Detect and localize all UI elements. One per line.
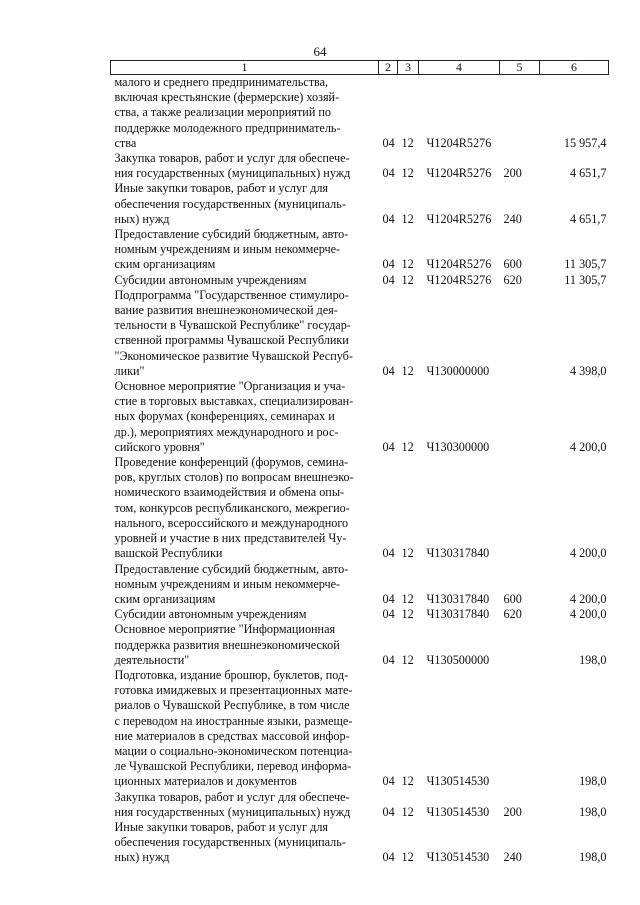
row-name-line: номным учреждениям и иным некоммерче-: [114, 242, 341, 257]
row-target-code-cell: Ч130317840: [426, 591, 490, 606]
row-name-cell: [111, 181, 379, 227]
row-name-line: стие в торговых выставках, специализирован-: [114, 394, 354, 409]
row-subsection-cell: 12: [401, 363, 414, 378]
row-target-code-cell: Ч1204R5276: [426, 272, 492, 287]
row-name-line: мации о социально-экономическом потенциа-: [114, 743, 353, 758]
row-name-cell: [111, 227, 379, 273]
table-body: [111, 75, 609, 866]
row-name-line: ных) нужд: [114, 211, 170, 226]
table-row: [111, 622, 609, 668]
row-name-line: нального, всероссийского и международного: [114, 515, 349, 530]
row-name-line: номным учреждениям и иным некоммерче-: [114, 576, 341, 591]
row-amount-cell: 15 957,4: [563, 135, 607, 150]
table-row: [111, 288, 609, 379]
row-name-line: Иные закупки товаров, работ и услуг для: [114, 819, 329, 834]
row-name-line: Субсидии автономным учреждениям: [114, 607, 307, 622]
row-name-line: ским организациям: [114, 257, 216, 272]
row-expense-type-cell: [500, 668, 540, 790]
row-expense-type-cell: 200: [503, 804, 522, 819]
table-row: [111, 455, 609, 561]
table-row: [111, 607, 609, 622]
row-name-line: том, конкурсов республиканского, межрегио-: [114, 500, 350, 515]
row-name-line: риалов о Чувашской Республике, в том числе: [114, 698, 350, 713]
header-row: [111, 61, 609, 75]
row-subsection-cell: 12: [401, 804, 414, 819]
row-target-code-cell: Ч130500000: [426, 652, 490, 667]
row-name-line: Основное мероприятие "Организация и уча-: [114, 379, 346, 394]
row-section-cell: 04: [382, 774, 395, 789]
row-name-cell: [111, 75, 379, 152]
row-name-line: Подпрограмма "Государственное стимулиро-: [114, 287, 349, 302]
row-name-cell: [111, 151, 379, 181]
row-name-line: Субсидии автономным учреждениям: [114, 272, 307, 287]
row-name-cell: [111, 562, 379, 608]
row-name-line: ле Чувашской Республики, перевод информа-: [114, 759, 352, 774]
row-amount-cell: 4 200,0: [569, 546, 607, 561]
row-amount-cell: 4 398,0: [569, 363, 607, 378]
row-section-cell: 04: [382, 211, 395, 226]
row-name-line: ние материалов в средствах массовой инфор-: [114, 728, 350, 743]
row-name-line: поддержка развития внешнеэкономической: [114, 637, 340, 652]
row-name-line: включая крестьянские (фермерские) хозяй-: [114, 90, 340, 105]
row-name-line: ционных материалов и документов: [114, 774, 297, 789]
row-name-line: уровней и участие в них представителей Чу-: [114, 531, 347, 546]
row-name-cell: [111, 790, 379, 820]
row-expense-type-cell: 600: [503, 591, 522, 606]
table-row: [111, 790, 609, 820]
row-subsection-cell: 12: [401, 272, 414, 287]
row-target-code-cell: Ч1204R5276: [426, 166, 492, 181]
row-name-line: ства: [114, 135, 137, 150]
row-expense-type-cell: 240: [503, 850, 522, 865]
header-col-name: 1: [111, 61, 379, 75]
row-name-line: Основное мероприятие "Информационная: [114, 622, 336, 637]
row-name-line: вание развития внешнеэкономической дея-: [114, 303, 338, 318]
page-number: 64: [313, 44, 327, 59]
row-name-cell: [111, 622, 379, 668]
row-name-line: малого и среднего предпринимательства,: [114, 75, 329, 89]
row-amount-cell: 4 200,0: [569, 591, 607, 606]
row-target-code-cell: Ч130317840: [426, 607, 490, 622]
row-section-cell: 04: [382, 591, 395, 606]
row-target-code-cell: Ч130317840: [426, 546, 490, 561]
row-name-line: готовка имиджевых и презентационных мате-: [114, 683, 353, 698]
row-target-code-cell: Ч130300000: [426, 439, 490, 454]
row-section-cell: 04: [382, 652, 395, 667]
row-name-line: Подготовка, издание брошюр, буклетов, под-: [114, 667, 349, 682]
row-name-cell: [111, 379, 379, 455]
row-target-code-cell: Ч130000000: [426, 363, 490, 378]
row-name-line: "Экономическое развитие Чувашской Респуб-: [114, 348, 353, 363]
row-name-line: деятельности": [114, 652, 190, 667]
table-header: [111, 61, 609, 75]
row-name-line: Предоставление субсидий бюджетным, авто-: [114, 227, 349, 242]
row-name-line: Закупка товаров, работ и услуг для обеспече-: [114, 789, 350, 804]
row-subsection-cell: 12: [401, 607, 414, 622]
row-name-cell: [111, 455, 379, 561]
table-row: [111, 181, 609, 227]
table-row: [111, 151, 609, 181]
row-name-cell: [111, 607, 379, 622]
row-expense-type-cell: 620: [503, 272, 522, 287]
header-col-section: 2: [379, 61, 398, 75]
row-name-line: др.), мероприятиях международного и рос-: [114, 424, 339, 439]
row-section-cell: 04: [382, 363, 395, 378]
row-amount-cell: 4 200,0: [569, 439, 607, 454]
row-name-line: ров, круглых столов) по вопросам внешнеэко-: [114, 470, 354, 485]
row-name-line: ния государственных (муниципальных) нужд: [114, 166, 351, 181]
row-amount-cell: 198,0: [579, 652, 607, 667]
row-target-code-cell: Ч130514530: [426, 850, 490, 865]
row-name-line: ства, а также реализации мероприятий по: [114, 105, 332, 120]
row-subsection-cell: 12: [401, 546, 414, 561]
row-amount-cell: 198,0: [579, 804, 607, 819]
row-name-line: тельности в Чувашской Республике" государ-: [114, 318, 351, 333]
row-name-line: сийского уровня": [114, 439, 205, 454]
row-name-line: вашской Республики: [114, 546, 223, 561]
header-col-amount: 6: [540, 61, 609, 75]
row-section-cell: 04: [382, 804, 395, 819]
row-expense-type-cell: 600: [503, 257, 522, 272]
row-subsection-cell: 12: [401, 652, 414, 667]
row-name-line: Иные закупки товаров, работ и услуг для: [114, 181, 329, 196]
row-name-line: ных форумах (конференциях, семинарах и: [114, 409, 335, 424]
table-row: [111, 273, 609, 288]
row-expense-type-cell: 200: [503, 166, 522, 181]
row-amount-cell: 4 651,7: [569, 211, 607, 226]
row-subsection-cell: 12: [401, 211, 414, 226]
row-subsection-cell: 12: [401, 257, 414, 272]
row-name-cell: [111, 820, 379, 866]
table-row: [111, 562, 609, 608]
row-amount-cell: 11 305,7: [564, 257, 607, 272]
header-col-expense-type: 5: [500, 61, 540, 75]
row-target-code-cell: Ч130514530: [426, 804, 490, 819]
row-amount-cell: 198,0: [579, 774, 607, 789]
row-name-line: ственной программы Чувашской Республики: [114, 333, 349, 348]
row-expense-type-cell: [500, 379, 540, 455]
row-subsection-cell: 12: [401, 135, 414, 150]
row-name-line: ных) нужд: [114, 850, 170, 865]
row-amount-cell: 4 200,0: [569, 607, 607, 622]
row-subsection-cell: 12: [401, 439, 414, 454]
row-amount-cell: 4 651,7: [569, 166, 607, 181]
row-section-cell: 04: [382, 166, 395, 181]
table-row: [111, 668, 609, 790]
row-name-cell: [111, 668, 379, 790]
budget-table: [110, 60, 609, 866]
row-target-code-cell: Ч1204R5276: [426, 135, 492, 150]
row-subsection-cell: 12: [401, 591, 414, 606]
row-section-cell: 04: [382, 257, 395, 272]
row-subsection-cell: 12: [401, 774, 414, 789]
row-expense-type-cell: [500, 622, 540, 668]
row-name-line: обеспечения государственных (муниципаль-: [114, 196, 346, 211]
row-name-line: поддержке молодежного предприниматель-: [114, 120, 341, 135]
row-expense-type-cell: [500, 75, 540, 152]
header-col-subsection: 3: [398, 61, 419, 75]
row-name-line: ния государственных (муниципальных) нужд: [114, 804, 351, 819]
row-name-line: с переводом на иностранные языки, размеще-: [114, 713, 353, 728]
row-section-cell: 04: [382, 546, 395, 561]
row-name-line: ским организациям: [114, 591, 216, 606]
row-section-cell: 04: [382, 272, 395, 287]
row-expense-type-cell: 620: [503, 607, 522, 622]
row-section-cell: 04: [382, 135, 395, 150]
row-name-line: обеспечения государственных (муниципаль-: [114, 835, 346, 850]
row-name-cell: [111, 273, 379, 288]
row-amount-cell: 11 305,7: [564, 272, 607, 287]
row-section-cell: 04: [382, 439, 395, 454]
row-target-code-cell: Ч130514530: [426, 774, 490, 789]
row-target-code-cell: Ч1204R5276: [426, 211, 492, 226]
row-name-line: Предоставление субсидий бюджетным, авто-: [114, 561, 349, 576]
row-subsection-cell: 12: [401, 166, 414, 181]
row-name-line: лики": [114, 363, 145, 378]
table-row: [111, 227, 609, 273]
table-row: [111, 820, 609, 866]
table-row: [111, 379, 609, 455]
row-target-code-cell: Ч1204R5276: [426, 257, 492, 272]
row-subsection-cell: 12: [401, 850, 414, 865]
row-expense-type-cell: [500, 455, 540, 561]
row-expense-type-cell: [500, 288, 540, 379]
row-section-cell: 04: [382, 607, 395, 622]
row-amount-cell: 198,0: [579, 850, 607, 865]
row-expense-type-cell: 240: [503, 211, 522, 226]
header-col-target-code: 4: [419, 61, 500, 75]
table-row: [111, 75, 609, 152]
row-name-line: номического взаимодействия и обмена опы-: [114, 485, 345, 500]
row-name-cell: [111, 288, 379, 379]
row-name-line: Проведение конференций (форумов, семина-: [114, 455, 349, 470]
row-section-cell: 04: [382, 850, 395, 865]
row-name-line: Закупка товаров, работ и услуг для обеспече-: [114, 151, 350, 166]
